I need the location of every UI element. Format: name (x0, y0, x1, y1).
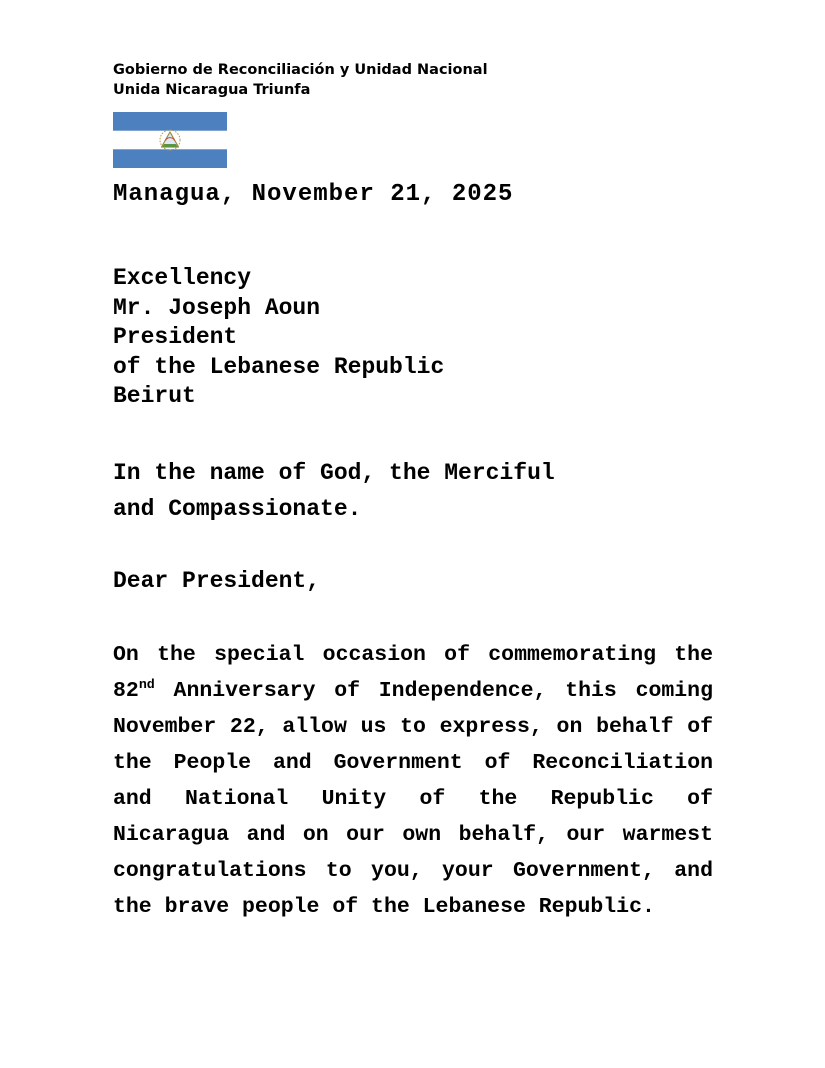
recipient-block (113, 264, 713, 412)
body-line: and National Unity of the Republic of (113, 786, 713, 811)
body-line: November 22, allow us to express, on behalf of (113, 714, 713, 739)
body-line: the brave people of the Lebanese Republic. (113, 894, 655, 919)
recipient-line: Beirut (113, 383, 196, 409)
recipient-line: Mr. Joseph Aoun (113, 294, 321, 321)
body-line: On the special occasion of commemorating the (113, 642, 713, 667)
body-line: congratulations to you, your Government, and (113, 858, 713, 883)
invocation-line: In the name of God, the Merciful (113, 459, 555, 486)
salutation: Dear President, (113, 567, 321, 594)
recipient-line: of the Lebanese Republic (113, 353, 445, 380)
letterhead (113, 60, 713, 100)
body-paragraph (113, 637, 713, 925)
body-line: the People and Government of Reconciliation (113, 750, 713, 775)
letterhead-line1: Gobierno de Reconciliación y Unidad Nacional (113, 62, 488, 78)
nicaragua-flag-icon (113, 112, 227, 168)
body-line: 82nd Anniversary of Independence, this coming (113, 677, 713, 703)
invocation-line: and Compassionate. (113, 495, 362, 522)
recipient-line: President (113, 324, 238, 350)
letterhead-line2: Unida Nicaragua Triunfa (113, 82, 311, 98)
body-line: Nicaragua and on our own behalf, our warmest (113, 822, 713, 847)
recipient-line: Excellency (113, 265, 252, 291)
invocation-block (113, 455, 713, 527)
dateline: Managua, November 21, 2025 (113, 181, 514, 208)
